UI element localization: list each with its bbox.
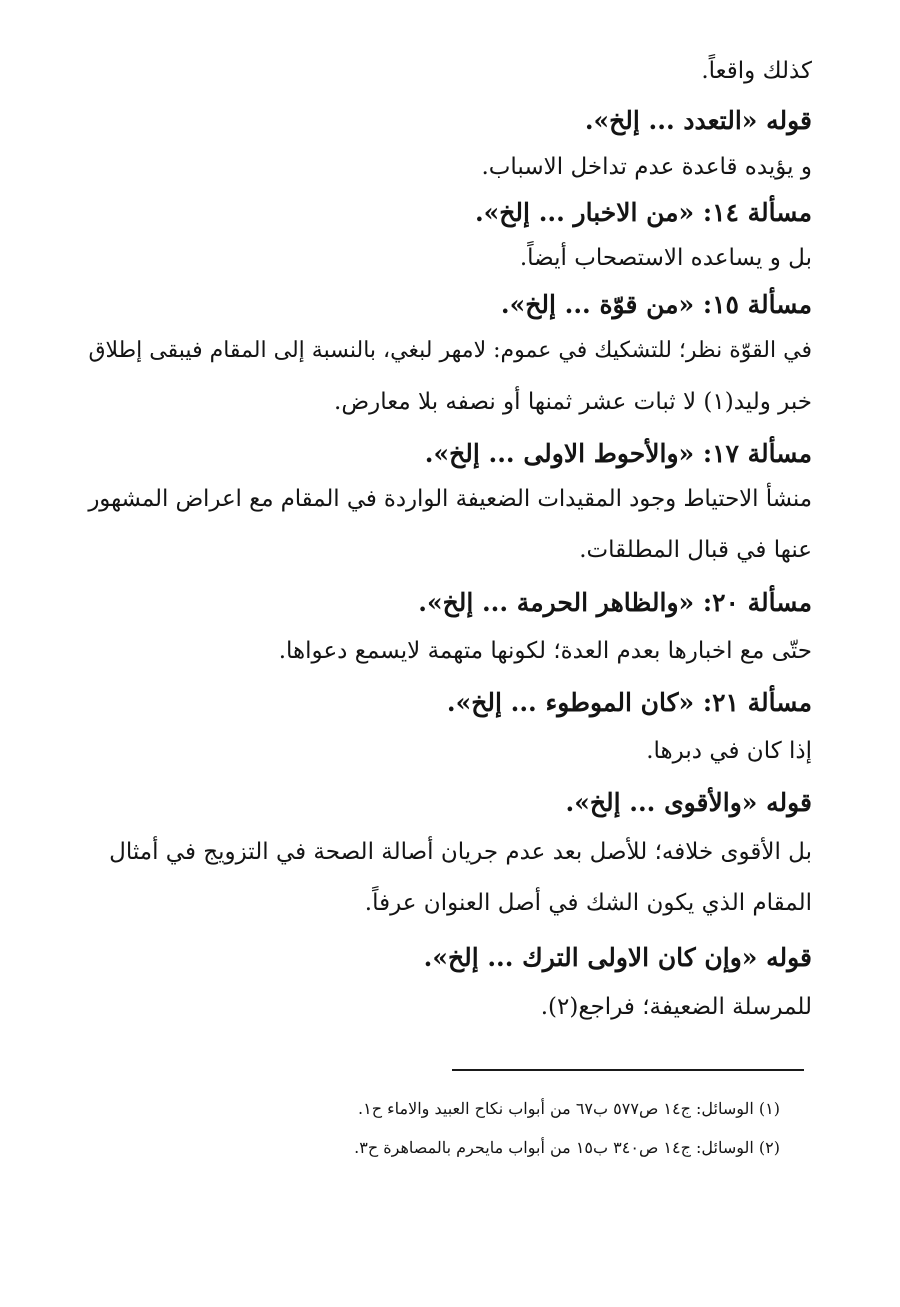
text-line: عنها في قبال المطلقات. bbox=[579, 537, 812, 563]
text-line: و يؤيده قاعدة عدم تداخل الاسباب. bbox=[481, 154, 812, 180]
text-line: حتّى مع اخبارها بعدم العدة؛ لكونها متهمة لايسمع دعواها. bbox=[278, 638, 812, 664]
issue-heading: مسألة ١٤: «من الاخبار ... إلخ». bbox=[474, 198, 812, 227]
text-line: إذا كان في دبرها. bbox=[646, 738, 812, 764]
comment-heading: قوله «والأقوى ... إلخ». bbox=[565, 788, 812, 817]
comment-heading: قوله «وإن كان الاولى الترك ... إلخ». bbox=[423, 943, 812, 972]
text-line: بل الأقوى خلافه؛ للأصل بعد عدم جريان أصالة الصحة في التزويج في أمثال bbox=[109, 839, 812, 865]
text-line: للمرسلة الضعيفة؛ فراجع(٢). bbox=[540, 994, 812, 1020]
issue-heading: مسألة ١٧: «والأحوط الاولى ... إلخ». bbox=[424, 439, 812, 468]
footnote: (٢) الوسائل: ج١٤ ص٣٤٠ ب١٥ من أبواب مايحرم بالمصاهرة ح٣. bbox=[354, 1138, 780, 1157]
footnote-separator bbox=[452, 1069, 804, 1071]
text-line: بل و يساعده الاستصحاب أيضاً. bbox=[519, 245, 812, 271]
comment-heading: قوله «التعدد ... إلخ». bbox=[584, 106, 812, 135]
issue-heading: مسألة ١٥: «من قوّة ... إلخ». bbox=[500, 290, 812, 319]
text-line: كذلك واقعاً. bbox=[701, 58, 812, 84]
text-line: منشأ الاحتياط وجود المقيدات الضعيفة الواردة في المقام مع اعراض المشهور bbox=[88, 486, 812, 512]
text-line: المقام الذي يكون الشك في أصل العنوان عرفاً. bbox=[364, 890, 812, 916]
text-line: خبر وليد(١) لا ثبات عشر ثمنها أو نصفه بلا معارض. bbox=[334, 389, 812, 415]
footnote: (١) الوسائل: ج١٤ ص٥٧٧ ب٦٧ من أبواب نكاح العبيد والاماء ح١. bbox=[358, 1099, 780, 1118]
issue-heading: مسألة ٢١: «كان الموطوء ... إلخ». bbox=[446, 688, 812, 717]
text-line: في القوّة نظر؛ للتشكيك في عموم: لامهر لبغي، بالنسبة إلى المقام فيبقى إطلاق bbox=[88, 338, 812, 363]
issue-heading: مسألة ٢٠: «والظاهر الحرمة ... إلخ». bbox=[418, 588, 812, 617]
